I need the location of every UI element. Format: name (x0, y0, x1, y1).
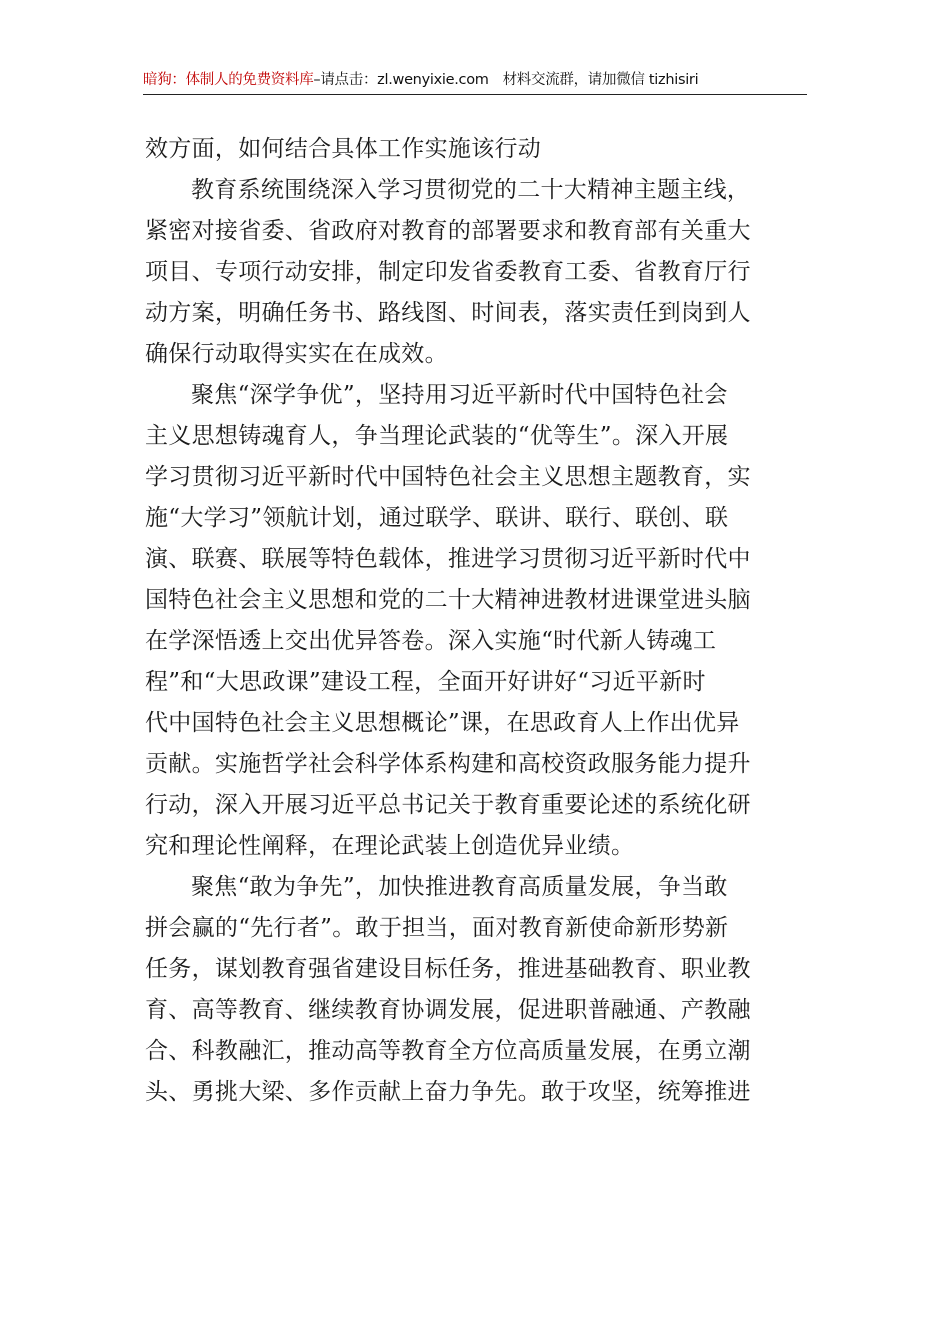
paragraph-start-line: 教育系统围绕深入学习贯彻党的二十大精神主题主线， (191, 177, 751, 203)
text-line: 程”和“大思政课”建设工程，全面开好讲好“习近平新时 (145, 669, 706, 695)
text-line: 育、高等教育、继续教育协调发展，促进职普融通、产教融 (145, 997, 751, 1023)
text-line: 演、联赛、联展等特色载体，推进学习贯彻习近平新时代中 (145, 546, 751, 572)
text-line: 确保行动取得实实在在成效。 (145, 341, 448, 367)
page-header (143, 70, 807, 95)
text-line: 项目、专项行动安排，制定印发省委教育工委、省教育厅行 (145, 259, 751, 285)
text-line: 行动，深入开展习近平总书记关于教育重要论述的系统化研 (145, 792, 751, 818)
document-body (145, 129, 815, 1113)
text-line: 学习贯彻习近平新时代中国特色社会主义思想主题教育，实 (145, 464, 751, 490)
text-line: 拼会赢的“先行者”。敢于担当，面对教育新使命新形势新 (145, 915, 729, 941)
text-line: 施“大学习”领航计划，通过联学、联讲、联行、联创、联 (145, 505, 729, 531)
header-site-link[interactable]: zl.wenyixie.com (377, 72, 489, 88)
header-click-prompt: –请点击： (313, 72, 378, 88)
header-wechat-note: 材料交流群，请加微信 tizhisiri (502, 72, 699, 88)
text-line: 头、勇挑大梁、多作贡献上奋力争先。敢于攻坚，统筹推进 (145, 1079, 751, 1105)
paragraph-start-line: 聚焦“敢为争先”，加快推进教育高质量发展，争当敢 (191, 874, 728, 900)
text-line: 紧密对接省委、省政府对教育的部署要求和教育部有关重大 (145, 218, 751, 244)
text-line: 在学深悟透上交出优异答卷。深入实施“时代新人铸魂工 (145, 628, 717, 654)
paragraph-start-line: 聚焦“深学争优”，坚持用习近平新时代中国特色社会 (191, 382, 728, 408)
text-line: 任务，谋划教育强省建设目标任务，推进基础教育、职业教 (145, 956, 751, 982)
header-site-name: 暗狗：体制人的免费资料库 (143, 72, 314, 88)
text-line: 国特色社会主义思想和党的二十大精神进教材进课堂进头脑 (145, 587, 751, 613)
text-line: 合、科教融汇，推动高等教育全方位高质量发展，在勇立潮 (145, 1038, 751, 1064)
text-line: 贡献。实施哲学社会科学体系构建和高校资政服务能力提升 (145, 751, 751, 777)
text-line: 代中国特色社会主义思想概论”课，在思政育人上作出优异 (145, 710, 740, 736)
text-line: 效方面，如何结合具体工作实施该行动 (145, 136, 542, 162)
text-line: 究和理论性阐释，在理论武装上创造优异业绩。 (145, 833, 635, 859)
text-line: 主义思想铸魂育人，争当理论武装的“优等生”。深入开展 (145, 423, 729, 449)
text-line: 动方案，明确任务书、路线图、时间表，落实责任到岗到人 (145, 300, 751, 326)
